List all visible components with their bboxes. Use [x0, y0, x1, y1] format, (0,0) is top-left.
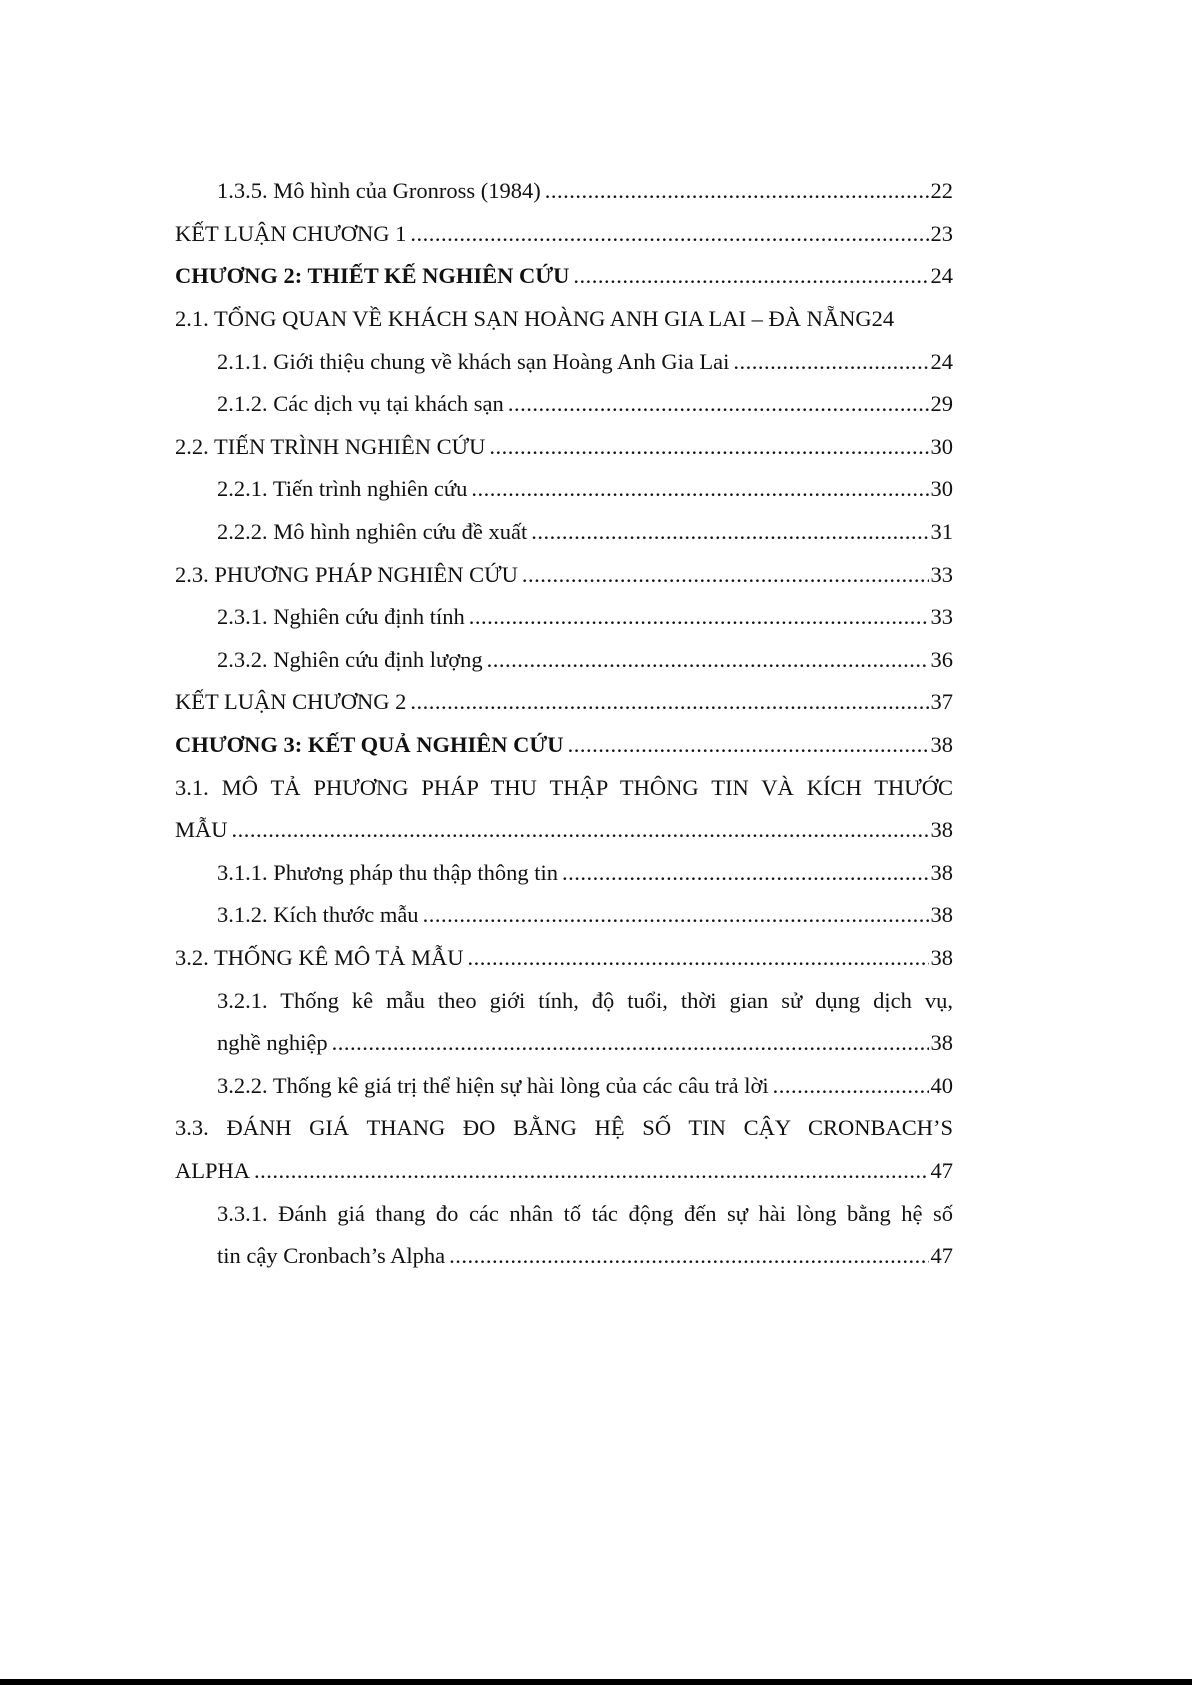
dot-leader: [410, 689, 928, 715]
toc-entry-page: 38: [930, 817, 953, 843]
toc-entry-page: 36: [930, 646, 953, 672]
dot-leader: [410, 221, 928, 247]
dot-leader: [568, 732, 929, 758]
toc-entry-title: MẪU: [175, 817, 228, 843]
toc-entry-continuation[interactable]: [175, 1150, 953, 1193]
toc-entry-title: 3.3. ĐÁNH GIÁ THANG ĐO BẰNG HỆ SỐ TIN CẬY CRONBACH’S: [175, 1115, 953, 1141]
toc-entry[interactable]: [175, 596, 953, 639]
toc-entry-page: 47: [930, 1157, 953, 1183]
toc-entry-page: 37: [930, 689, 953, 715]
toc-entry-page: 40: [930, 1072, 953, 1098]
toc-entry-page: 24: [930, 263, 953, 289]
toc-entry-title: 2.3. PHƯƠNG PHÁP NGHIÊN CỨU: [175, 561, 518, 587]
toc-entry-page: 29: [930, 391, 953, 417]
toc-entry[interactable]: [175, 681, 953, 724]
toc-entry-title: 2.2. TIẾN TRÌNH NGHIÊN CỨU: [175, 433, 486, 459]
toc-entry[interactable]: [175, 852, 953, 895]
toc-entry-page: 38: [930, 859, 953, 885]
toc-entry-title: 2.1. TỔNG QUAN VỀ KHÁCH SẠN HOÀNG ANH GIA LAI – ĐÀ NẴNG: [175, 306, 872, 332]
dot-leader: [487, 647, 929, 673]
toc-entry-title: 2.1.2. Các dịch vụ tại khách sạn: [217, 391, 504, 417]
toc-entry[interactable]: [175, 894, 953, 937]
toc-entry-title: CHƯƠNG 3: KẾT QUẢ NGHIÊN CỨU: [175, 732, 564, 758]
toc-entry-page: 31: [930, 519, 953, 545]
dot-leader: [254, 1158, 928, 1184]
toc-entry-title: KẾT LUẬN CHƯƠNG 2: [175, 689, 407, 715]
dot-leader: [773, 1073, 929, 1099]
dot-leader: [468, 945, 929, 971]
toc-entry-title: 3.1.1. Phương pháp thu thập thông tin: [217, 859, 558, 885]
toc-entry-continuation[interactable]: [175, 1235, 953, 1278]
toc-chapter-heading[interactable]: [175, 724, 953, 767]
toc-entry-title: nghề nghiệp: [217, 1030, 328, 1056]
toc-entry[interactable]: [175, 383, 953, 426]
toc-entry-title: 2.1.1. Giới thiệu chung về khách sạn Hoàng Anh Gia Lai: [217, 348, 730, 374]
dot-leader: [545, 178, 929, 204]
toc-entry[interactable]: [175, 639, 953, 682]
toc-entry-page: 30: [930, 433, 953, 459]
toc-entry-page: 24: [930, 348, 953, 374]
dot-leader: [423, 902, 929, 928]
toc-entry-page: 38: [930, 1030, 953, 1056]
dot-leader: [332, 1030, 929, 1056]
toc-entry-title: 2.2.2. Mô hình nghiên cứu đề xuất: [217, 519, 528, 545]
toc-entry-page: 33: [930, 561, 953, 587]
dot-leader: [531, 519, 928, 545]
toc-entry-page: 24: [871, 306, 895, 332]
page-bottom-rule: [0, 1679, 1192, 1685]
toc-entry-continuation[interactable]: [175, 809, 953, 852]
toc-entry-title: CHƯƠNG 2: THIẾT KẾ NGHIÊN CỨU: [175, 263, 570, 289]
toc-entry[interactable]: [175, 213, 953, 256]
toc-entry[interactable]: [175, 766, 953, 809]
toc-entry-page: 38: [930, 902, 953, 928]
toc-entry[interactable]: [175, 553, 953, 596]
toc-entry[interactable]: [175, 298, 953, 341]
toc-entry-title: ALPHA: [175, 1157, 251, 1183]
toc-entry-page: 22: [930, 178, 953, 204]
dot-leader: [469, 604, 929, 630]
toc-entry-title: 3.2. THỐNG KÊ MÔ TẢ MẪU: [175, 944, 464, 970]
toc-entry-title: 2.2.1. Tiến trình nghiên cứu: [217, 476, 468, 502]
toc-entry-title: 2.3.1. Nghiên cứu định tính: [217, 604, 465, 630]
dot-leader: [573, 263, 928, 289]
dot-leader: [522, 562, 929, 588]
toc-entry-title: tin cậy Cronbach’s Alpha: [217, 1243, 446, 1269]
toc-entry-title: 3.1.2. Kích thước mẫu: [217, 902, 419, 928]
toc-entry-title: 1.3.5. Mô hình của Gronross (1984): [217, 178, 541, 204]
toc-entry[interactable]: [175, 1192, 953, 1235]
dot-leader: [449, 1243, 928, 1269]
table-of-contents: [175, 170, 953, 1277]
toc-entry-title: 3.2.1. Thống kê mẫu theo giới tính, độ tuổi, thời gian sử dụng dịch vụ,: [217, 987, 953, 1013]
dot-leader: [489, 434, 928, 460]
toc-entry[interactable]: [175, 340, 953, 383]
toc-entry[interactable]: [175, 511, 953, 554]
dot-leader: [471, 476, 928, 502]
toc-entry[interactable]: [175, 1107, 953, 1150]
dot-leader: [733, 349, 928, 375]
toc-entry-page: 38: [930, 944, 953, 970]
toc-entry-title: 3.3.1. Đánh giá thang đo các nhân tố tác động đến sự hài lòng bằng hệ số: [217, 1200, 953, 1226]
toc-entry-title: KẾT LUẬN CHƯƠNG 1: [175, 220, 407, 246]
toc-entry-title: 2.3.2. Nghiên cứu định lượng: [217, 646, 483, 672]
toc-entry-page: 33: [930, 604, 953, 630]
toc-entry[interactable]: [175, 979, 953, 1022]
toc-entry-page: 47: [930, 1243, 953, 1269]
toc-entry[interactable]: [175, 937, 953, 980]
toc-entry-title: 3.2.2. Thống kê giá trị thể hiện sự hài lòng của các câu trả lời: [217, 1072, 769, 1098]
toc-entry[interactable]: [175, 468, 953, 511]
toc-chapter-heading[interactable]: [175, 255, 953, 298]
dot-leader: [508, 391, 929, 417]
toc-entry[interactable]: [175, 426, 953, 469]
toc-entry[interactable]: [175, 170, 953, 213]
dot-leader: [232, 817, 929, 843]
toc-entry-title: 3.1. MÔ TẢ PHƯƠNG PHÁP THU THẬP THÔNG TIN VÀ KÍCH THƯỚC: [175, 774, 953, 800]
toc-entry-page: 38: [930, 732, 953, 758]
toc-entry-page: 30: [930, 476, 953, 502]
toc-entry-continuation[interactable]: [175, 1022, 953, 1065]
toc-entry-page: 23: [930, 220, 953, 246]
toc-entry[interactable]: [175, 1064, 953, 1107]
dot-leader: [562, 860, 929, 886]
